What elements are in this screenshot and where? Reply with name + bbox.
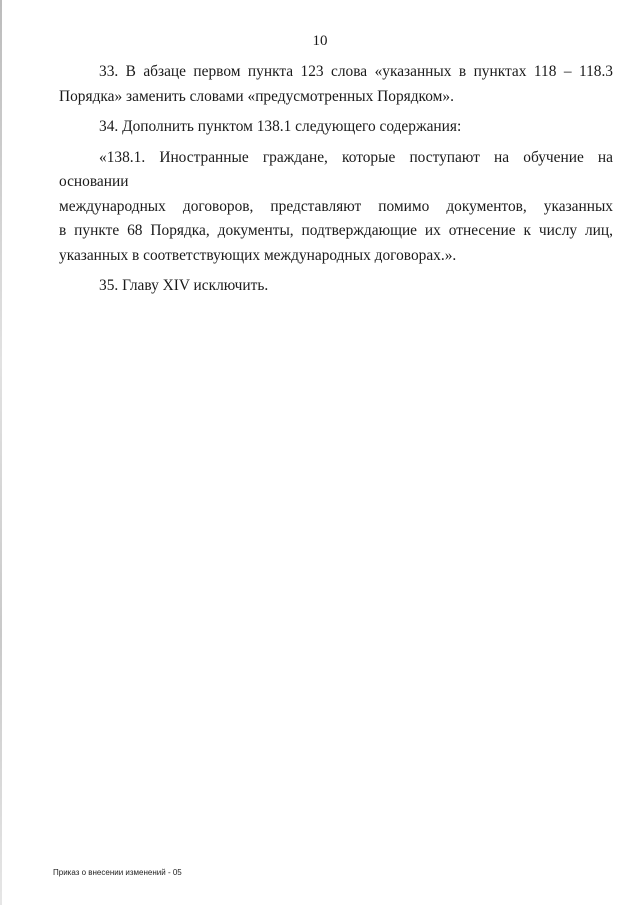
footer-file-label: Приказ о внесении изменений - 05 <box>53 868 182 877</box>
paragraph-138-1-line-4: указанных в соответствующих международных договорах.». <box>59 246 457 264</box>
paragraph-34 <box>59 115 613 140</box>
paragraph-34-text: 34. Дополнить пунктом 138.1 следующего содержания: <box>99 118 462 135</box>
paragraph-35-text: 35. Главу XIV исключить. <box>99 277 269 294</box>
paragraph-138-1 <box>59 146 613 269</box>
paragraph-33-line-2: Порядка» заменить словами «предусмотренных Порядком». <box>59 87 454 105</box>
paragraph-35 <box>59 274 613 299</box>
paragraph-33 <box>59 60 613 109</box>
document-body <box>59 60 613 299</box>
page-number: 10 <box>312 33 328 49</box>
paragraph-33-line-1: 33. В абзаце первом пункта 123 слова «указанных в пунктах 118 – 118.3 <box>99 63 613 80</box>
paragraph-138-1-line-2: международных договоров, представляют помимо документов, указанных <box>59 197 613 215</box>
paragraph-138-1-line-1: «138.1. Иностранные граждане, которые поступают на обучение на основании <box>59 148 613 190</box>
paragraph-138-1-line-3: в пункте 68 Порядка, документы, подтверждающие их отнесение к числу лиц, <box>59 222 613 239</box>
scan-edge-shadow <box>0 0 2 905</box>
